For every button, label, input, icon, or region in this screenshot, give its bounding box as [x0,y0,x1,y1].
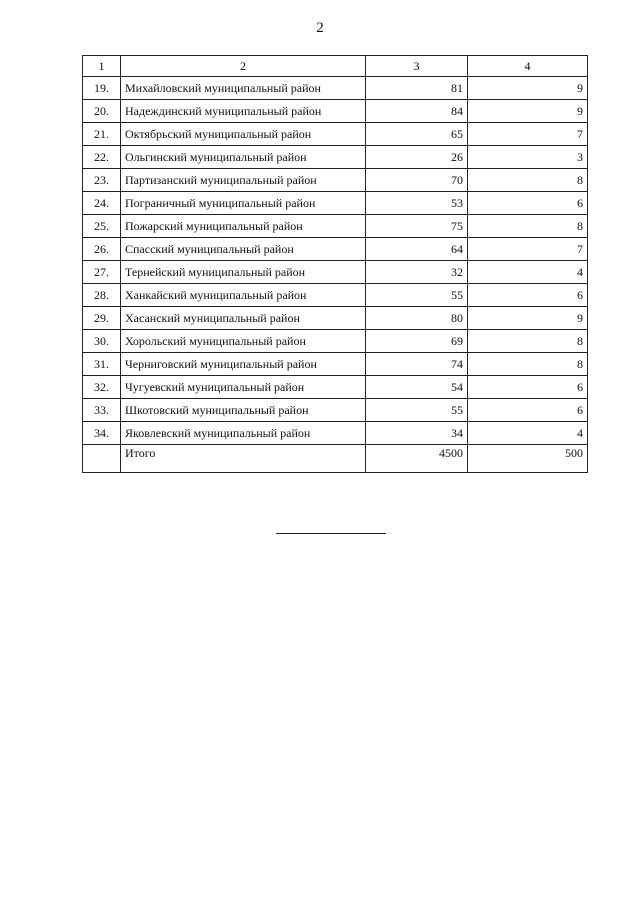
column-4-value: 6 [468,192,588,215]
table-row [83,192,588,215]
column-3-value: 84 [366,100,468,123]
column-4-value: 9 [468,77,588,100]
column-4-value: 3 [468,146,588,169]
district-name: Октябрьский муниципальный район [121,123,366,146]
row-number: 24. [83,192,121,215]
row-number: 28. [83,284,121,307]
district-name: Спасский муниципальный район [121,238,366,261]
table-row [83,399,588,422]
total-column-3-value: 4500 [366,445,468,473]
column-3-value: 53 [366,192,468,215]
total-row [83,445,588,473]
column-4-value: 8 [468,330,588,353]
column-4-value: 6 [468,284,588,307]
table-row [83,353,588,376]
district-name: Тернейский муниципальный район [121,261,366,284]
column-4-value: 4 [468,261,588,284]
district-name: Михайловский муниципальный район [121,77,366,100]
district-name: Чугуевский муниципальный район [121,376,366,399]
district-name: Хорольский муниципальный район [121,330,366,353]
column-3-value: 69 [366,330,468,353]
district-name: Ханкайский муниципальный район [121,284,366,307]
district-name: Пограничный муниципальный район [121,192,366,215]
column-4-value: 8 [468,353,588,376]
row-number: 31. [83,353,121,376]
column-3-value: 26 [366,146,468,169]
district-name: Пожарский муниципальный район [121,215,366,238]
column-3-value: 32 [366,261,468,284]
column-4-value: 7 [468,238,588,261]
total-row-number [83,445,121,473]
table-row [83,77,588,100]
allocation-table [82,55,588,473]
column-header-4: 4 [468,56,588,77]
column-3-value: 80 [366,307,468,330]
district-name: Надеждинский муниципальный район [121,100,366,123]
row-number: 22. [83,146,121,169]
row-number: 33. [83,399,121,422]
end-of-document-rule [276,533,386,534]
row-number: 26. [83,238,121,261]
column-4-value: 8 [468,169,588,192]
row-number: 34. [83,422,121,445]
column-3-value: 81 [366,77,468,100]
row-number: 21. [83,123,121,146]
total-label: Итого [121,445,366,473]
column-4-value: 6 [468,376,588,399]
district-name: Шкотовский муниципальный район [121,399,366,422]
table-row [83,284,588,307]
column-header-2: 2 [121,56,366,77]
column-4-value: 6 [468,399,588,422]
table-row [83,238,588,261]
column-3-value: 55 [366,284,468,307]
column-header-3: 3 [366,56,468,77]
table-row [83,100,588,123]
column-3-value: 70 [366,169,468,192]
row-number: 30. [83,330,121,353]
column-3-value: 54 [366,376,468,399]
table-row [83,146,588,169]
table-row [83,422,588,445]
column-3-value: 64 [366,238,468,261]
page-number: 2 [316,20,324,36]
column-3-value: 65 [366,123,468,146]
row-number: 25. [83,215,121,238]
row-number: 23. [83,169,121,192]
district-name: Ольгинский муниципальный район [121,146,366,169]
district-name: Хасанский муниципальный район [121,307,366,330]
row-number: 27. [83,261,121,284]
row-number: 29. [83,307,121,330]
column-4-value: 7 [468,123,588,146]
column-3-value: 75 [366,215,468,238]
column-4-value: 9 [468,307,588,330]
table-header-row [83,56,588,77]
column-3-value: 74 [366,353,468,376]
column-3-value: 55 [366,399,468,422]
column-header-1: 1 [83,56,121,77]
table-row [83,261,588,284]
row-number: 32. [83,376,121,399]
column-3-value: 34 [366,422,468,445]
row-number: 20. [83,100,121,123]
column-4-value: 4 [468,422,588,445]
total-column-4-value: 500 [468,445,588,473]
table-row [83,376,588,399]
district-name: Партизанский муниципальный район [121,169,366,192]
column-4-value: 9 [468,100,588,123]
column-4-value: 8 [468,215,588,238]
table-row [83,330,588,353]
table-row [83,307,588,330]
table-row [83,169,588,192]
district-name: Яковлевский муниципальный район [121,422,366,445]
district-name: Черниговский муниципальный район [121,353,366,376]
row-number: 19. [83,77,121,100]
table-row [83,215,588,238]
table-row [83,123,588,146]
